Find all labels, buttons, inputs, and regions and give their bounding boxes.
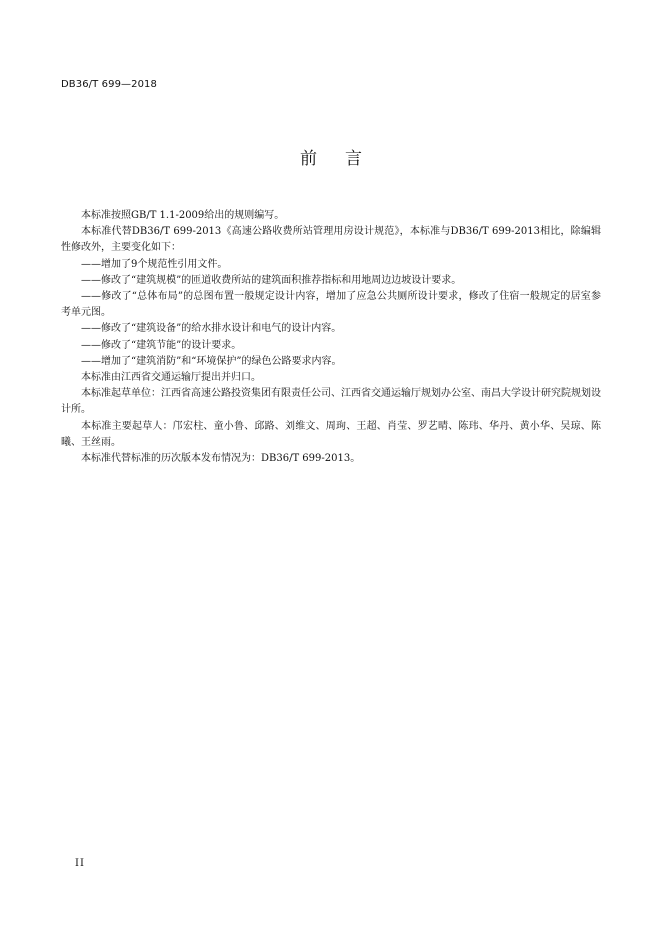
change-item-fire-environment: ——增加了“建筑消防”和“环境保护”的绿色公路要求内容。 [81,355,342,367]
page-number: II [75,858,85,869]
paragraph-drafters: 本标准主要起草人：邝宏柱、童小鲁、邱路、刘维文、周珣、王超、肖莹、罗艺晴、陈玮、华丹、黄小华、吴琼、陈曦、王丝雨。 [61,420,601,448]
paragraph-proposer: 本标准由江西省交通运输厅提出并归口。 [81,372,261,384]
paragraph-replacement: 本标准代替DB36/T 699-2013《高速公路收费所站管理用房设计规范》，本标准与DB36/T 699-2013相比，除编辑性修改外，主要变化如下： [61,226,601,254]
foreword-body [61,208,601,467]
paragraph-version-history: 本标准代替标准的历次版本发布情况为：DB36/T 699-2013。 [81,453,361,465]
change-item-energy-saving: ——修改了“建筑节能”的设计要求。 [81,339,242,351]
change-item-references: ——增加了9个规范性引用文件。 [81,258,228,270]
page-title: 前言 [300,149,390,169]
change-item-building-scale: ——修改了“建筑规模”的匝道收费所站的建筑面积推荐指标和用地周边边坡设计要求。 [81,274,462,286]
paragraph-drafting-rules: 本标准按照GB/T 1.1-2009给出的规则编写。 [81,210,285,221]
document-code: DB36/T 699—2018 [61,79,157,90]
paragraph-drafting-units: 本标准起草单位：江西省高速公路投资集团有限责任公司、江西省交通运输厅规划办公室、南昌大学设计研究院规划设计所。 [61,388,601,416]
change-item-building-equipment: ——修改了“建筑设备”的给水排水设计和电气的设计内容。 [81,323,342,335]
change-item-layout: ——修改了“总体布局”的总图布置一般规定设计内容，增加了应急公共厕所设计要求，修改了住宿一般规定的居室参考单元图。 [61,291,601,319]
